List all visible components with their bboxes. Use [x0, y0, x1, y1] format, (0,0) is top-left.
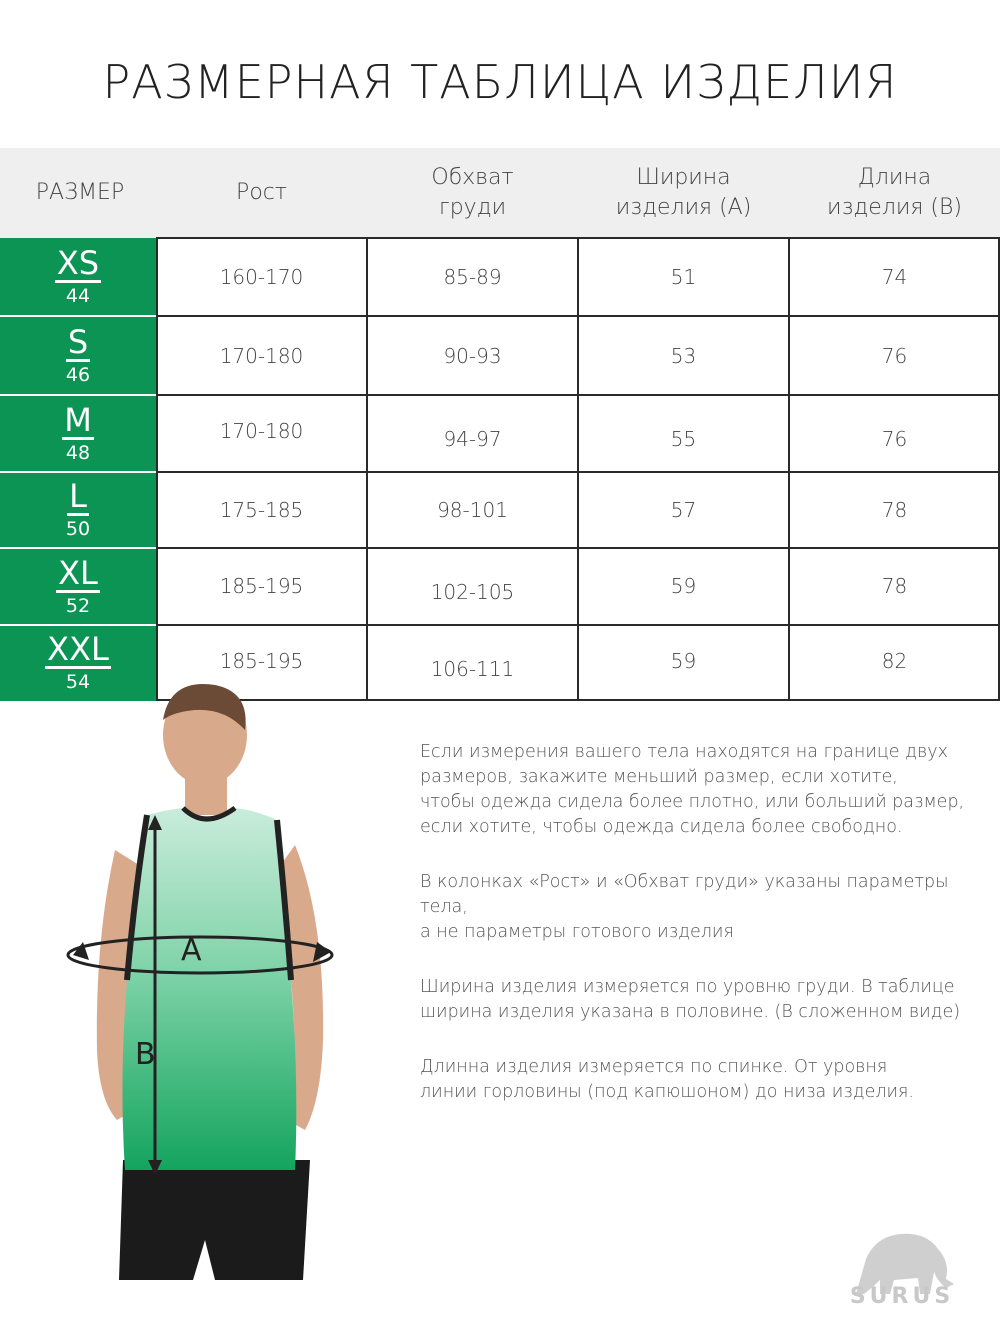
width-cell: 59 [670, 649, 697, 673]
chest-cell: 94-97 [443, 427, 502, 451]
table-divider [577, 238, 579, 701]
width-cell: 57 [670, 498, 697, 522]
label-b: B [135, 1037, 156, 1072]
size-divider [0, 315, 156, 317]
size-table [0, 238, 1000, 701]
width-cell: 59 [670, 574, 697, 598]
chest-cell: 106-111 [430, 657, 515, 681]
size-divider [0, 394, 156, 396]
note-width: Ширина изделия измеряется по уровню груди. В таблице ширина изделия указана в половине. (В сложенном виде) [420, 977, 961, 1022]
chest-cell: 85-89 [443, 265, 502, 289]
ru-size-label: 48 [65, 441, 91, 464]
note-length: Длинна изделия измеряется по спинке. От уровня линии горловины (под капюшоном) до низа изделия. [420, 1057, 914, 1102]
height-cell: 175-185 [219, 498, 304, 522]
note-body-params: В колонках «Рост» и «Обхват груди» указаны параметры тела, а не параметры готового изделия [420, 872, 949, 942]
width-cell: 53 [670, 343, 697, 368]
header-length: Длина изделия (В) [827, 165, 962, 220]
table-divider [788, 238, 790, 701]
table-divider [366, 238, 368, 701]
note-size-boundary: Если измерения вашего тела находятся на границе двух размеров, закажите меньший размер, если хотите, чтобы одежда сидела более плотно, или больший размер, если хотите, чтобы одежда сидела более свободно. [420, 742, 965, 837]
height-cell: 160-170 [219, 265, 304, 289]
header-size: РАЗМЕР [35, 180, 125, 205]
chest-cell: 90-93 [443, 343, 502, 368]
table-row [0, 548, 1000, 625]
ru-size-label: 50 [65, 518, 91, 540]
size-label: XXL [47, 630, 109, 668]
length-cell: 78 [881, 574, 908, 598]
header-height: Рост [236, 180, 287, 205]
page-title: РАЗМЕРНАЯ ТАБЛИЦА ИЗДЕЛИЯ [102, 55, 898, 109]
notes [420, 740, 995, 1135]
size-label: XS [56, 244, 100, 282]
label-a: A [181, 933, 202, 968]
header-chest: Обхват груди [431, 165, 514, 220]
table-row [0, 395, 1000, 472]
ru-size-label: 44 [65, 285, 91, 307]
size-cell [0, 395, 156, 472]
header-width: Ширина изделия (А) [615, 165, 752, 220]
length-cell: 76 [881, 343, 908, 368]
height-cell: 185-195 [219, 574, 304, 598]
height-cell: 170-180 [219, 419, 304, 443]
size-divider [0, 547, 156, 549]
size-divider [0, 471, 156, 473]
size-label: L [69, 477, 87, 515]
width-cell: 51 [670, 265, 697, 289]
length-cell: 78 [881, 498, 908, 522]
length-cell: 82 [881, 649, 908, 673]
size-cell [0, 238, 156, 316]
size-cell [0, 472, 156, 548]
size-cell [0, 548, 156, 625]
chest-cell: 102-105 [430, 580, 515, 604]
ru-size-label: 52 [65, 594, 91, 617]
size-cell [0, 316, 156, 395]
length-cell: 74 [881, 265, 908, 289]
size-divider [0, 624, 156, 626]
ru-size-label: 54 [65, 671, 91, 693]
table-divider [156, 238, 158, 701]
table-row [0, 238, 1000, 316]
length-cell: 76 [881, 427, 908, 451]
ru-size-label: 46 [65, 363, 91, 386]
table-row [0, 472, 1000, 548]
chest-cell: 98-101 [437, 498, 508, 522]
brand-logo-text: SURUS [849, 1284, 955, 1309]
size-label: XL [58, 553, 98, 592]
size-label: S [67, 322, 89, 361]
table-row [0, 316, 1000, 395]
model-back-figure [55, 680, 345, 1280]
size-label: M [64, 400, 92, 439]
height-cell: 170-180 [219, 343, 304, 368]
height-cell: 185-195 [219, 649, 304, 673]
width-cell: 55 [670, 427, 697, 451]
